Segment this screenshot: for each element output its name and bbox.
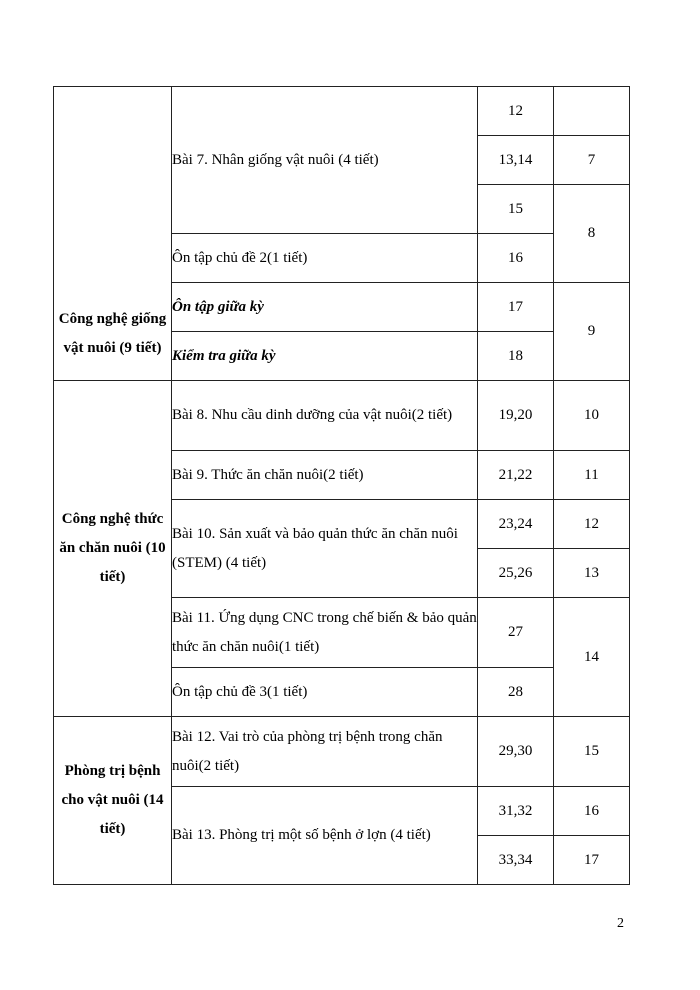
period-cell: 16 xyxy=(478,234,554,283)
lesson-cell: Ôn tập giữa kỳ xyxy=(172,283,478,332)
week-cell: 9 xyxy=(554,283,630,381)
period-cell: 17 xyxy=(478,283,554,332)
week-cell: 11 xyxy=(554,451,630,500)
week-cell: 10 xyxy=(554,381,630,451)
lesson-cell: Bài 8. Nhu cầu dinh dưỡng của vật nuôi(2 tiết) xyxy=(172,381,478,451)
lesson-cell: Bài 10. Sản xuất và bảo quản thức ăn chăn nuôi (STEM) (4 tiết) xyxy=(172,500,478,598)
lesson-cell: Bài 13. Phòng trị một số bệnh ở lợn (4 tiết) xyxy=(172,787,478,885)
topic-cell xyxy=(54,87,172,381)
period-cell: 33,34 xyxy=(478,836,554,885)
table-row xyxy=(54,717,630,787)
period-cell: 31,32 xyxy=(478,787,554,836)
period-cell: 18 xyxy=(478,332,554,381)
table-row xyxy=(54,381,630,451)
period-cell: 19,20 xyxy=(478,381,554,451)
period-cell: 27 xyxy=(478,598,554,668)
lesson-cell: Bài 7. Nhân giống vật nuôi (4 tiết) xyxy=(172,87,478,234)
period-cell: 25,26 xyxy=(478,549,554,598)
topic-cell: Phòng trị bệnh cho vật nuôi (14 tiết) xyxy=(54,717,172,885)
page-number: 2 xyxy=(617,916,624,931)
table-row xyxy=(54,87,630,136)
lesson-cell: Bài 11. Ứng dụng CNC trong chế biến & bảo quản thức ăn chăn nuôi(1 tiết) xyxy=(172,598,478,668)
week-cell xyxy=(554,87,630,136)
topic-label: Công nghệ giống vật nuôi (9 tiết) xyxy=(58,310,167,356)
lesson-cell: Ôn tập chủ đề 2(1 tiết) xyxy=(172,234,478,283)
week-cell: 17 xyxy=(554,836,630,885)
period-cell: 28 xyxy=(478,668,554,717)
week-cell: 16 xyxy=(554,787,630,836)
week-cell: 14 xyxy=(554,598,630,717)
lesson-cell: Kiểm tra giữa kỳ xyxy=(172,332,478,381)
week-cell: 15 xyxy=(554,717,630,787)
week-cell: 13 xyxy=(554,549,630,598)
lesson-plan-table xyxy=(53,86,630,885)
period-cell: 12 xyxy=(478,87,554,136)
week-cell: 8 xyxy=(554,185,630,283)
period-cell: 21,22 xyxy=(478,451,554,500)
lesson-cell: Bài 12. Vai trò của phòng trị bệnh trong chăn nuôi(2 tiết) xyxy=(172,717,478,787)
week-cell: 12 xyxy=(554,500,630,549)
lesson-cell: Bài 9. Thức ăn chăn nuôi(2 tiết) xyxy=(172,451,478,500)
period-cell: 15 xyxy=(478,185,554,234)
lesson-cell: Ôn tập chủ đề 3(1 tiết) xyxy=(172,668,478,717)
period-cell: 13,14 xyxy=(478,136,554,185)
period-cell: 29,30 xyxy=(478,717,554,787)
period-cell: 23,24 xyxy=(478,500,554,549)
topic-cell: Công nghệ thức ăn chăn nuôi (10 tiết) xyxy=(54,381,172,717)
week-cell: 7 xyxy=(554,136,630,185)
